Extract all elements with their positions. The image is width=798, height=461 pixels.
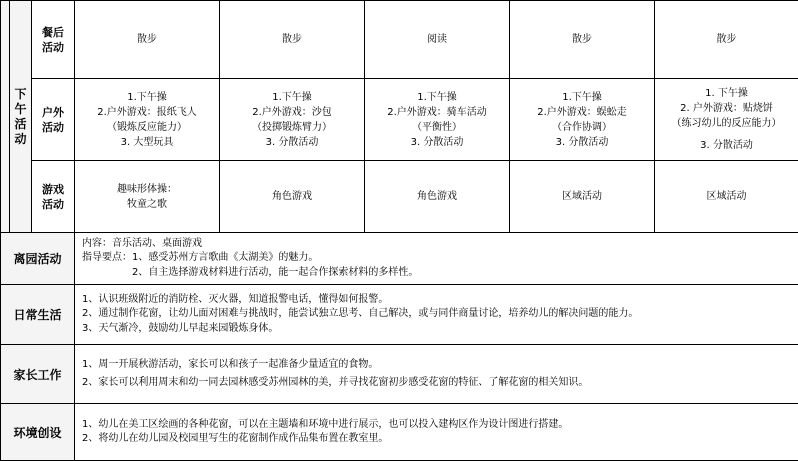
row-environment (1, 404, 798, 461)
games-mon: 趣味形体操： 牧童之歌 (75, 161, 220, 233)
after-meal-mon: 散步 (75, 1, 220, 79)
afternoon-activities-label: 下午活动 (10, 1, 32, 233)
after-meal-tue: 散步 (220, 1, 365, 79)
row-parent-work (1, 345, 798, 404)
section-label-departure: 离园活动 (1, 233, 75, 285)
section-content-daily-life: 1、认识班级附近的消防栓、灭火器，知道报警电话，懂得如何报警。 2、通过制作花窗，让幼儿面对困难与挑战时，能尝试独立思考、自己解决，或与同伴商量讨论，培养幼儿的解决问题的能力。 3、天气渐冷，鼓励幼儿早起来园锻炼身体。 (75, 285, 798, 345)
after-meal-wed: 阅读 (365, 1, 510, 79)
section-content-departure: 内容：音乐活动、桌面游戏 指导要点：1、感受苏州方言歌曲《太湖美》的魅力。 2、自主选择游戏材料进行活动，能一起合作探索材料的多样性。 (75, 233, 798, 285)
outdoor-thu: 1.下午操 2.户外游戏：蜈蚣走 （合作协调） 3. 分散活动 (510, 79, 655, 161)
row-label-outdoor: 户外活动 (32, 79, 75, 161)
section-content-parent-work: 1、周一开展秋游活动，家长可以和孩子一起准备少量适宜的食物。 2、家长可以利用周末和幼一同去园林感受苏州园林的美，并寻找花窗初步感受花窗的特征、了解花窗的相关知识。 (75, 345, 798, 404)
row-daily-life (1, 285, 798, 345)
row-after-meal (1, 1, 798, 79)
outdoor-mon: 1.下午操 2.户外游戏：报纸飞人 （锻炼反应能力） 3. 大型玩具 (75, 79, 220, 161)
after-meal-thu: 散步 (510, 1, 655, 79)
row-outdoor (1, 79, 798, 161)
games-thu: 区域活动 (510, 161, 655, 233)
outdoor-wed: 1.下午操 2.户外游戏：骑车活动 （平衡性） 3. 分散活动 (365, 79, 510, 161)
section-label-parent-work: 家长工作 (1, 345, 75, 404)
outdoor-fri: 1. 下午操 2. 户外游戏：贴烧饼 （练习幼儿的反应能力） 3. 分散活动 (655, 79, 798, 161)
section-label-environment: 环境创设 (1, 404, 75, 461)
outdoor-tue: 1.下午操 2.户外游戏：沙包 （投掷锻炼臂力） 3. 分散活动 (220, 79, 365, 161)
row-games (1, 161, 798, 233)
section-content-environment: 1、幼儿在美工区绘画的各种花窗，可以在主题墙和环境中进行展示，也可以投入建构区作为设计图进行搭建。 2、将幼儿在幼儿园及校园里写生的花窗制作成作品集布置在教室里。 (75, 404, 798, 461)
left-margin-cell (1, 1, 10, 233)
row-departure (1, 233, 798, 285)
row-label-after-meal: 餐后活动 (32, 1, 75, 79)
after-meal-fri: 散步 (655, 1, 798, 79)
games-fri: 区域活动 (655, 161, 798, 233)
row-label-games: 游戏活动 (32, 161, 75, 233)
section-label-daily-life: 日常生活 (1, 285, 75, 345)
games-wed: 角色游戏 (365, 161, 510, 233)
games-tue: 角色游戏 (220, 161, 365, 233)
